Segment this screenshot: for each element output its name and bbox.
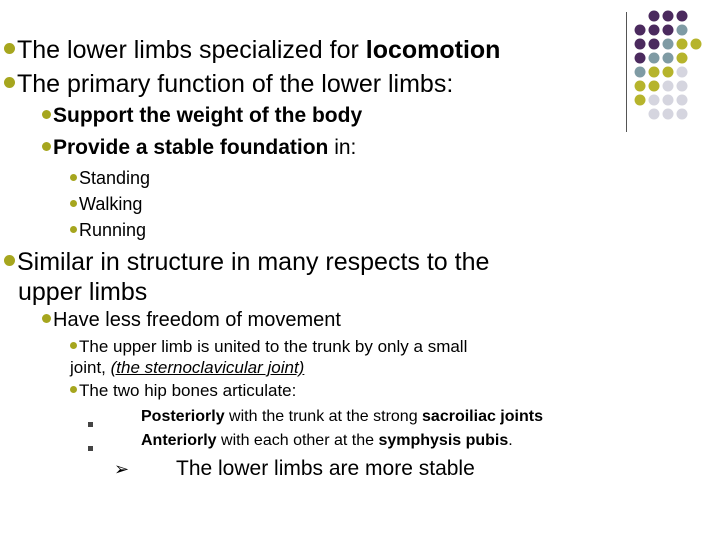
- decorative-dot: [663, 53, 674, 64]
- bullet-dot-icon: [70, 200, 77, 207]
- text-plain: The two hip bones articulate:: [79, 381, 297, 400]
- bullet-dot-icon: [42, 110, 51, 119]
- decorative-dot: [663, 39, 674, 50]
- decorative-dot: [677, 53, 688, 64]
- bullet-dot-icon: [70, 342, 77, 349]
- bullet-dot-icon: [4, 255, 15, 266]
- bullet-dot-icon: [42, 142, 51, 151]
- decorative-dot: [649, 67, 660, 78]
- bullet-similar-structure: [4, 248, 489, 277]
- bullet-dot-icon: [70, 386, 77, 393]
- decorative-dot: [677, 81, 688, 92]
- text-bold: symphysis pubis: [378, 432, 509, 449]
- decorative-dot: [677, 25, 688, 36]
- text-bold: locomotion: [365, 36, 501, 64]
- bullet-standing: [70, 168, 150, 189]
- decorative-dot: [649, 11, 660, 22]
- decorative-dot: [649, 81, 660, 92]
- decorative-dot: [635, 25, 646, 36]
- text-plain: in:: [328, 136, 357, 159]
- square-bullet-icon: [88, 446, 93, 451]
- decorative-dot: [691, 39, 702, 50]
- text-plain: with each other at the: [216, 432, 379, 449]
- square-bullet-2: [88, 438, 93, 456]
- text-plain: Walking: [79, 194, 143, 214]
- text-plain: Similar in structure in many respects to the: [17, 248, 490, 276]
- square-bullet-icon: [88, 422, 93, 427]
- bullet-walking: [70, 194, 142, 215]
- decorative-dot: [649, 109, 660, 120]
- decorative-dot: [677, 109, 688, 120]
- bullet-dot-icon: [70, 226, 77, 233]
- text-underlined: (the sternoclavicular joint): [110, 358, 305, 377]
- decorative-dot: [635, 39, 646, 50]
- bullet-dot-icon: [4, 77, 15, 88]
- text-plain: Standing: [79, 168, 151, 188]
- decorative-dot: [663, 81, 674, 92]
- text-plain: The upper limb is united to the trunk by only a small: [79, 337, 468, 356]
- decorative-dot: [677, 39, 688, 50]
- text-bold: sacroiliac joints: [422, 408, 543, 425]
- decorative-dot: [663, 67, 674, 78]
- bullet-dot-icon: [70, 174, 77, 181]
- arrow-bullet-icon: ➢: [114, 459, 130, 479]
- decorative-dot: [635, 67, 646, 78]
- bullet-dot-icon: [4, 43, 15, 54]
- text-plain: upper limbs: [18, 278, 148, 306]
- bullet-upper-limb-united-cont: [70, 358, 304, 378]
- bullet-primary-function: [4, 70, 453, 99]
- decorative-dot: [635, 95, 646, 106]
- bullet-running: [70, 220, 146, 241]
- decorative-dot: [635, 53, 646, 64]
- divider-line: [626, 12, 627, 132]
- text-plain: The primary function of the lower limbs:: [17, 70, 454, 98]
- decorative-dot: [663, 11, 674, 22]
- text-plain: Running: [79, 220, 147, 240]
- bullet-upper-limb-united: [70, 337, 467, 357]
- square-bullet-1: [88, 414, 93, 432]
- text-plain: The lower limbs specialized for: [17, 36, 366, 64]
- bullet-dot-icon: [42, 314, 51, 323]
- bullet-less-freedom: [42, 309, 341, 332]
- decorative-dot: [649, 25, 660, 36]
- bullet-hip-bones: [70, 381, 296, 401]
- decorative-dot: [635, 81, 646, 92]
- decorative-dot: [677, 95, 688, 106]
- decorative-dot: [663, 109, 674, 120]
- decorative-dot: [663, 25, 674, 36]
- text-plain: with the trunk at the strong: [224, 408, 423, 425]
- decorative-dot: [649, 53, 660, 64]
- bullet-stable-foundation: [42, 136, 356, 160]
- text-bold: Provide a stable foundation: [53, 136, 329, 159]
- decorative-dot: [677, 11, 688, 22]
- decorative-dot: [677, 67, 688, 78]
- text-plain: Have less freedom of movement: [53, 309, 341, 331]
- text-bold: Anteriorly: [141, 432, 217, 449]
- bullet-similar-structure-cont: [18, 278, 147, 307]
- bullet-locomotion: [4, 36, 500, 65]
- text-bold: Posteriorly: [141, 408, 225, 425]
- text-plain: .: [508, 432, 513, 449]
- decorative-dot: [649, 39, 660, 50]
- decorative-dot: [663, 95, 674, 106]
- bullet-anteriorly: [141, 432, 513, 450]
- text-plain: The lower limbs are more stable: [176, 457, 475, 480]
- bullet-more-stable: [176, 457, 475, 481]
- decorative-dot-grid: [630, 0, 720, 130]
- text-bold: Support the weight of the body: [53, 104, 363, 127]
- text-plain: joint,: [70, 358, 111, 377]
- decorative-dot: [649, 95, 660, 106]
- bullet-support-weight: [42, 104, 362, 128]
- bullet-posteriorly: [141, 408, 543, 426]
